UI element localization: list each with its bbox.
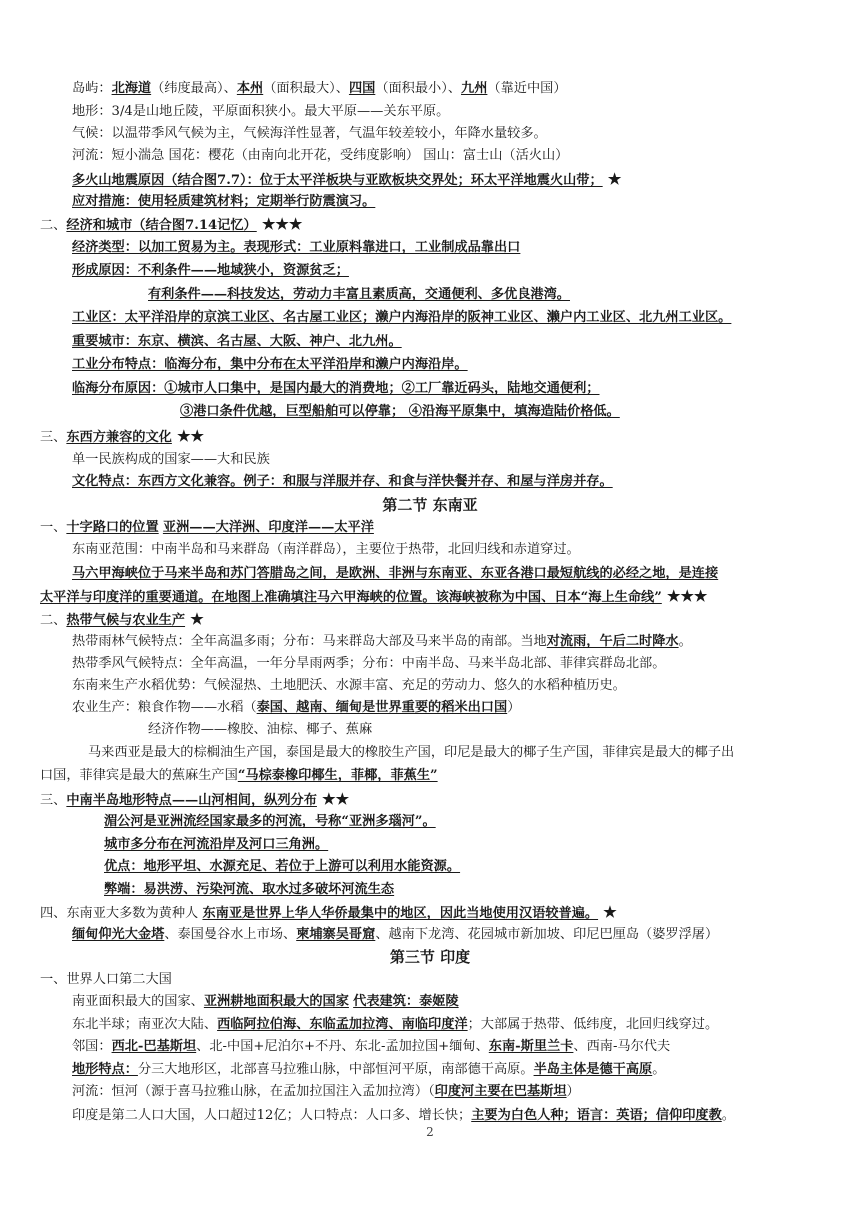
text-segment: 本州: [236, 81, 264, 96]
text-line: [40, 213, 830, 235]
text-line: [40, 517, 830, 539]
text-segment: 。: [678, 634, 692, 649]
text-segment: 河流：短小湍急 国花：樱花（由南向北开花，受纬度影响） 国山：富士山（活火山）: [72, 148, 569, 163]
text-line: [72, 631, 830, 653]
text-segment: 三、: [40, 793, 67, 808]
importance-stars: ★★: [316, 790, 350, 808]
text-line: [72, 675, 830, 697]
section-heading: [0, 946, 860, 968]
text-line: [72, 924, 830, 946]
text-segment: 气候：以温带季风气候为主，气候海洋性显著，气温年较差较小，年降水量较多。: [72, 126, 547, 141]
text-line: [72, 1105, 830, 1127]
importance-stars: ★: [185, 610, 204, 628]
text-line: [72, 539, 830, 561]
text-line: [40, 585, 840, 607]
text-segment: 优点：地形平坦、水源充足、若位于上游可以利用水能资源。: [104, 859, 461, 874]
text-segment: 应对措施：使用轻质建筑材料；定期举行防震演习。: [72, 194, 376, 209]
text-line: [40, 788, 830, 810]
text-segment: 东北半球；南亚次大陆、: [72, 1017, 218, 1032]
section-heading: [0, 494, 860, 516]
text-segment: 。: [721, 1108, 735, 1123]
text-line: [72, 991, 830, 1013]
text-segment: 一、: [40, 520, 67, 535]
text-segment: 临海分布原因：①城市人口集中，是国内最大的消费地；②工厂靠近码头，陆地交通便利；: [72, 381, 600, 396]
text-line: [72, 78, 830, 100]
text-line: [72, 697, 830, 719]
text-segment: 四国: [348, 81, 376, 96]
text-segment: 、西南-马尔代夫: [573, 1039, 671, 1054]
text-line: [148, 284, 830, 306]
text-segment: 第二节 东南亚: [382, 496, 478, 514]
text-line: [148, 719, 830, 741]
text-segment: ③港口条件优越，巨型船舶可以停靠； ④沿海平原集中，填海造陆价格低。: [180, 404, 620, 419]
text-segment: 中南半岛地形特点——山河相间，纵列分布: [66, 793, 317, 808]
text-segment: ）: [566, 1084, 580, 1099]
text-segment: 代表建筑：泰姬陵: [353, 994, 459, 1009]
text-line: [72, 191, 830, 213]
text-segment: 、北-中国+尼泊尔+不丹、东北-孟加拉国+缅甸、: [196, 1039, 489, 1054]
text-segment: 形成原因：不利条件——地域狭小，资源贫乏；: [72, 263, 349, 278]
text-segment: 、泰国曼谷水上市场、: [164, 927, 297, 942]
text-segment: 二、: [40, 613, 67, 628]
text-segment: 西临阿拉伯海、东临孟加拉湾、南临印度洋: [217, 1017, 468, 1032]
text-segment: （面积最大）、: [263, 81, 349, 96]
text-segment: 地形特点：: [72, 1062, 138, 1077]
text-line: [40, 425, 830, 447]
text-segment: ；大部属于热带、低纬度，北回归线穿过。: [467, 1017, 719, 1032]
text-segment: 工业区：太平洋沿岸的京滨工业区、名古屋工业区；濑户内海沿岸的阪神工业区、濑户内工业区、北九州工业区。: [72, 310, 732, 325]
text-segment: 马来西亚是最大的棕榈油生产国，泰国是最大的橡胶生产国，印尼是最大的椰子生产国，菲律宾是最大的椰子出: [88, 745, 735, 760]
text-segment: 缅甸仰光大金塔: [72, 927, 165, 942]
text-segment: 对流雨，午后二时降水: [546, 634, 679, 649]
text-line: [72, 145, 830, 167]
text-line: [104, 834, 830, 856]
text-segment: （靠近中国）: [487, 81, 567, 96]
text-line: [72, 653, 830, 675]
text-line: [72, 1036, 830, 1058]
text-line: [180, 401, 830, 423]
text-line: [104, 811, 830, 833]
importance-stars: ★★★: [256, 215, 303, 233]
text-segment: 东南-斯里兰卡: [488, 1039, 574, 1054]
text-segment: 邻国：: [72, 1039, 112, 1054]
text-line: [72, 563, 830, 585]
text-segment: 南亚面积最大的国家、: [72, 994, 204, 1009]
text-segment: 经济和城市（结合图7.14记忆）: [66, 218, 257, 233]
importance-stars: ★: [598, 903, 617, 921]
importance-stars: ★: [602, 170, 622, 188]
text-segment: 太平洋与印度洋的重要通道。在地图上准确填注马六甲海峡的位置。该海峡被称为中国、日本“海上生命线”: [40, 590, 662, 605]
text-segment: 有利条件——科技发达，劳动力丰富且素质高，交通便利、多优良港湾。: [148, 287, 570, 302]
text-line: [88, 742, 830, 764]
text-segment: 半岛主体是德干高原: [533, 1062, 653, 1077]
text-line: [72, 354, 830, 376]
text-segment: 工业分布特点：临海分布，集中分布在太平洋沿岸和濑户内海沿岸。: [72, 357, 468, 372]
text-segment: 湄公河是亚洲流经国家最多的河流，号称“亚洲多瑙河”。: [104, 814, 436, 829]
text-segment: 四、东南亚大多数为黄种人: [40, 906, 203, 921]
text-segment: 河流：恒河（源于喜马拉雅山脉，在孟加拉国注入孟加拉湾）（: [72, 1084, 435, 1099]
text-segment: 口国，菲律宾是最大的蕉麻生产国: [40, 768, 238, 783]
text-segment: 九州: [461, 81, 488, 96]
text-segment: 热带季风气候特点：全年高温，一年分旱雨两季；分布：中南半岛、马来半岛北部、菲律宾群岛北部。: [72, 656, 666, 671]
text-line: [104, 856, 830, 878]
text-segment: 弊端：易洪涝、污染河流、取水过多破坏河流生态: [104, 882, 395, 897]
text-segment: 印度河主要在巴基斯坦: [434, 1084, 567, 1099]
text-segment: 东南亚范围：中南半岛和马来群岛（南洋群岛），主要位于热带，北回归线和赤道穿过。: [72, 542, 580, 557]
text-segment: 。: [652, 1062, 666, 1077]
text-segment: 岛屿：: [72, 81, 112, 96]
text-segment: 经济类型：以加工贸易为主。表现形式：工业原料靠进口，工业制成品靠出口: [72, 240, 521, 255]
text-line: [72, 237, 830, 259]
text-segment: 十字路口的位置: [66, 520, 159, 535]
text-segment: 文化特点：东西方文化兼容。例子：和服与洋服并存、和食与洋快餐并存、和屋与洋房并存。: [72, 474, 613, 489]
text-segment: 西北-巴基斯坦: [111, 1039, 197, 1054]
text-line: [40, 608, 830, 630]
text-segment: 多火山地震原因（结合图7.7）：位于太平洋板块与亚欧板块交界处；环太平洋地震火山带；: [72, 173, 603, 188]
page-number: 2: [426, 1125, 434, 1139]
text-segment: 农业生产：粮食作物——水稻（: [72, 700, 257, 715]
text-line: [72, 331, 830, 353]
text-line: [72, 1014, 830, 1036]
text-segment: （面积最小）、: [375, 81, 462, 96]
text-line: [72, 471, 830, 493]
text-line: [40, 969, 830, 991]
importance-stars: ★★: [171, 427, 204, 445]
text-segment: 泰国、越南、缅甸是世界重要的稻米出口国: [256, 700, 508, 715]
text-line: [40, 765, 840, 787]
text-segment: 二、: [40, 218, 67, 233]
text-line: [72, 260, 830, 282]
text-segment: 单一民族构成的国家——大和民族: [72, 452, 270, 467]
text-segment: 东西方兼容的文化: [66, 430, 172, 445]
text-segment: （纬度最高）、: [151, 81, 237, 96]
text-segment: 柬埔寨吴哥窟: [296, 927, 376, 942]
text-segment: 城市多分布在河流沿岸及河口三角洲。: [104, 837, 329, 852]
importance-stars: ★★★: [661, 587, 708, 605]
text-segment: 北海道: [111, 81, 152, 96]
text-segment: 地形：3/4是山地丘陵，平原面积狭小。最大平原——关东平原。: [72, 104, 450, 119]
text-segment: 热带雨林气候特点：全年高温多雨；分布：马来群岛大部及马来半岛的南部。当地: [72, 634, 547, 649]
text-segment: 一、世界人口第二大国: [40, 972, 172, 987]
text-line: [72, 307, 830, 329]
text-segment: “马棕泰橡印椰生，菲椰，菲蕉生”: [237, 768, 438, 783]
text-segment: 东南来生产水稻优势：气候湿热、土地肥沃、水源丰富、充足的劳动力、悠久的水稻种植历史。: [72, 678, 626, 693]
text-segment: 、越南下龙湾、花园城市新加坡、印尼巴厘岛（婆罗浮屠）: [375, 927, 719, 942]
text-segment: 东南亚是世界上华人华侨最集中的地区，因此当地使用汉语较普遍。: [202, 906, 599, 921]
text-segment: 经济作物——橡胶、油棕、椰子、蕉麻: [148, 722, 373, 737]
text-line: [72, 101, 830, 123]
text-segment: 亚洲耕地面积最大的国家: [203, 994, 349, 1009]
text-segment: 重要城市：东京、横滨、名古屋、大阪、神户、北九州。: [72, 334, 402, 349]
text-segment: 马六甲海峡位于马来半岛和苏门答腊岛之间，是欧洲、非洲与东南亚、东亚各港口最短航线的必经之地，是连接: [72, 566, 719, 581]
text-line: [72, 378, 830, 400]
text-line: [40, 901, 830, 923]
text-line: [72, 1081, 830, 1103]
text-segment: 分三大地形区，北部喜马拉雅山脉，中部恒河平原，南部德干高原。: [137, 1062, 534, 1077]
text-segment: 亚洲——大洋洲、印度洋——太平洋: [162, 520, 374, 535]
text-segment: 热带气候与农业生产: [66, 613, 186, 628]
text-line: [72, 168, 830, 190]
text-line: [72, 123, 830, 145]
text-line: [104, 879, 830, 901]
text-line: [72, 1059, 830, 1081]
text-segment: ）: [507, 700, 521, 715]
text-segment: 印度是第二人口大国，人口超过12亿；人口特点：人口多、增长快；: [72, 1108, 472, 1123]
text-segment: 三、: [40, 430, 67, 445]
text-segment: 主要为白色人种；语言：英语；信仰印度教: [471, 1108, 722, 1123]
text-segment: 第三节 印度: [389, 948, 471, 966]
text-line: [72, 449, 830, 471]
